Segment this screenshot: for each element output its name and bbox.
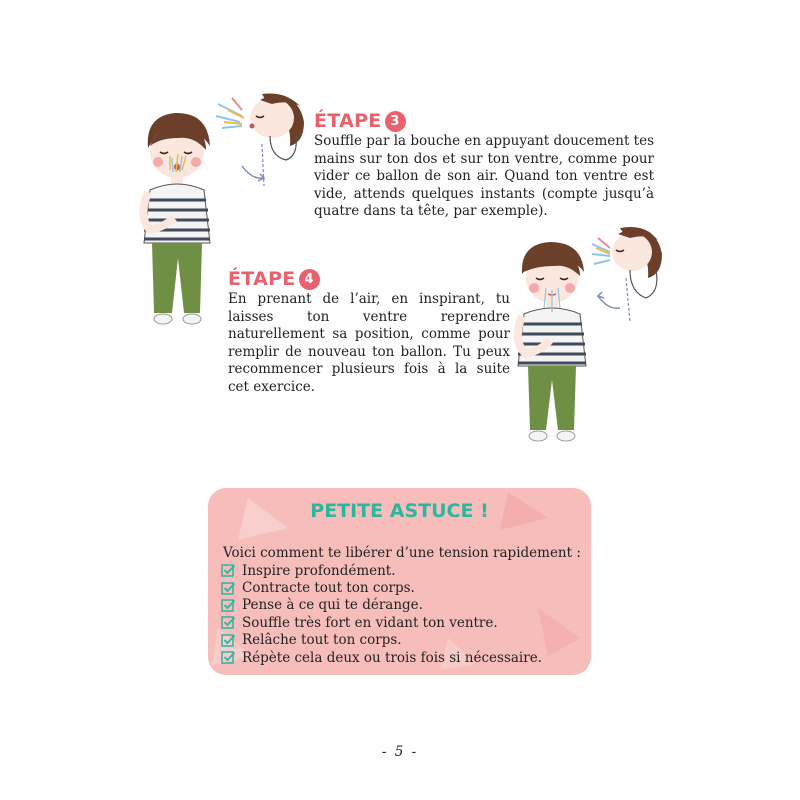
tip-item	[221, 632, 542, 649]
tip-item-text: Contracte tout ton corps.	[242, 580, 415, 597]
child-profile-blowing-illustration	[212, 86, 312, 190]
step-4-line: naturellement sa position, comme	[228, 326, 471, 343]
tip-item	[221, 597, 542, 614]
checkbox-checked-icon	[221, 615, 236, 630]
step-4-text	[228, 291, 510, 397]
checkbox-checked-icon	[221, 650, 236, 665]
step-3-text	[314, 133, 654, 221]
step-3-line: est vide, attends quelques instants (compte	[314, 168, 655, 202]
step-4-heading	[228, 268, 320, 290]
tip-list	[221, 562, 542, 666]
child-exhaling-illustration	[130, 108, 225, 336]
step-4-number: 4	[299, 269, 320, 290]
step-3-heading	[314, 110, 406, 132]
tip-title: PETITE ASTUCE !	[310, 500, 489, 522]
tip-intro: Voici comment te libérer d’une tension rapidement :	[223, 545, 581, 561]
step-4-line: Tu peux recommencer plusieurs fois à	[228, 343, 510, 378]
tip-item	[221, 579, 542, 596]
checkbox-checked-icon	[221, 633, 236, 648]
tip-item-text: Souffle très fort en vidant ton ventre.	[242, 614, 498, 631]
tip-item	[221, 649, 542, 666]
tip-item-text: Pense à ce qui te dérange.	[242, 597, 423, 614]
child-profile-inhaling-illustration	[590, 218, 670, 326]
step-3-line: jusqu’à quatre dans ta tête, par exemple).	[314, 185, 655, 220]
tip-item-text: Relâche tout ton corps.	[242, 632, 402, 649]
tip-item-text: Répète cela deux ou trois fois si nécessaire.	[242, 649, 542, 666]
step-4-line: la suite cet exercice.	[228, 361, 510, 395]
tip-item	[221, 562, 542, 579]
step-4-line: En prenant de l’air, en inspirant,	[228, 291, 485, 307]
step-4-label: ÉTAPE	[228, 268, 296, 290]
checkbox-checked-icon	[221, 563, 236, 578]
tip-box	[208, 488, 591, 675]
page-number: - 5 -	[381, 744, 419, 760]
tip-item	[221, 614, 542, 631]
step-3-line: tes mains sur ton dos et sur ton ventre, comme	[314, 133, 655, 167]
checkbox-checked-icon	[221, 581, 236, 596]
step-3-line: Souffle par la bouche en appuyant doucement	[314, 133, 630, 149]
step-3-label: ÉTAPE	[314, 110, 382, 132]
child-inhaling-illustration	[508, 238, 596, 446]
step-4-line: tu laisses ton ventre reprendre	[228, 291, 510, 325]
step-4-line: pour remplir de nouveau ton ballon.	[228, 326, 510, 360]
step-3-line: pour vider ce ballon de son air. Quand ton ventre	[314, 150, 654, 185]
step-3-number: 3	[385, 111, 406, 132]
checkbox-checked-icon	[221, 598, 236, 613]
tip-item-text: Inspire profondément.	[242, 562, 396, 579]
